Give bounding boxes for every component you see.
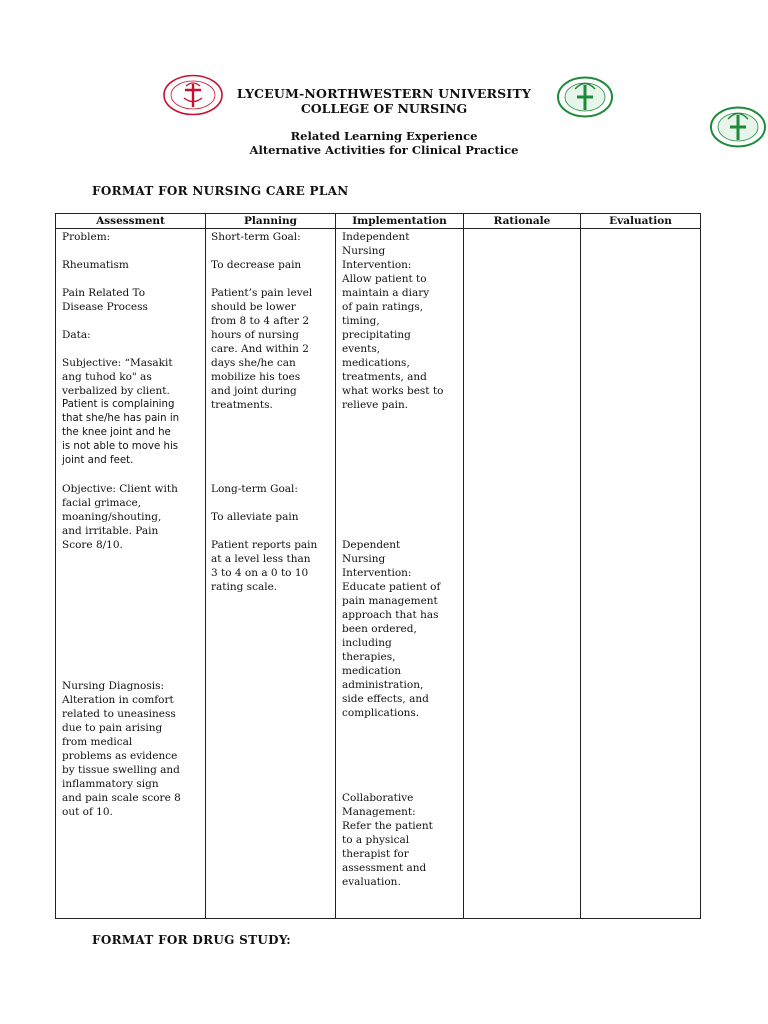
implementation-cell xyxy=(336,229,464,919)
short-term-line: should be lower xyxy=(211,301,296,313)
short-term-line: care. And within 2 xyxy=(211,343,309,355)
complaint-line: is not able to move his xyxy=(62,441,179,452)
col-header-assessment: Assessment xyxy=(56,214,206,229)
table-header-row xyxy=(56,214,701,229)
objective-line: Objective: Client with xyxy=(62,483,178,495)
independent-line: relieve pain. xyxy=(342,399,409,411)
independent-line: events, xyxy=(342,343,381,355)
document-subtitle: Related Learning Experience xyxy=(290,129,478,143)
short-term-line: from 8 to 4 after 2 xyxy=(211,315,310,327)
complaint-line: joint and feet. xyxy=(62,455,134,466)
dependent-line: administration, xyxy=(342,679,424,691)
nursing-care-plan-table xyxy=(55,213,701,919)
complaint-line: that she/he has pain in xyxy=(62,413,180,424)
dependent-line: medication xyxy=(342,665,402,677)
subjective-line: verbalized by client. xyxy=(62,385,170,397)
subjective-line: ang tuhod ko" as xyxy=(62,371,152,383)
objective-line: facial grimace, xyxy=(62,497,142,509)
long-term-line: 3 to 4 on a 0 to 10 xyxy=(211,567,309,579)
diagnosis-line: problems as evidence xyxy=(62,750,178,762)
independent-line: treatments, and xyxy=(342,371,427,383)
assessment-cell xyxy=(56,229,206,919)
short-term-line: mobilize his toes xyxy=(211,371,301,383)
long-term-line: at a level less than xyxy=(211,553,311,565)
independent-line: of pain ratings, xyxy=(342,301,424,313)
objective-line: Score 8/10. xyxy=(62,539,123,551)
col-header-implementation: Implementation xyxy=(336,214,464,229)
diagnosis-line: by tissue swelling and xyxy=(62,764,180,776)
collaborative-line: Management: xyxy=(342,806,416,818)
long-term-line: Patient reports pain xyxy=(211,539,318,551)
dependent-line: been ordered, xyxy=(342,623,417,635)
pain-related-line: Disease Process xyxy=(62,301,148,313)
col-header-rationale: Rationale xyxy=(464,214,581,229)
subjective-line: Subjective: “Masakit xyxy=(62,357,173,369)
dependent-line: Educate patient of xyxy=(342,581,441,593)
dependent-line: Intervention: xyxy=(342,567,412,579)
short-term-goal-label: Short-term Goal: xyxy=(211,231,301,243)
short-term-line: hours of nursing xyxy=(211,329,299,341)
diagnosis-line: Nursing Diagnosis: xyxy=(62,680,165,692)
objective-line: and irritable. Pain xyxy=(62,525,159,537)
complaint-line: the knee joint and he xyxy=(62,427,171,438)
independent-line: what works best to xyxy=(342,385,444,397)
objective-line: moaning/shouting, xyxy=(62,511,162,523)
diagnosis-line: out of 10. xyxy=(62,806,113,818)
document-subtitle-2: Alternative Activities for Clinical Practice xyxy=(249,143,519,157)
short-term-line: and joint during xyxy=(211,385,297,397)
problem-label: Problem: xyxy=(62,231,111,243)
independent-line: maintain a diary xyxy=(342,287,430,299)
collaborative-line: Collaborative xyxy=(342,792,414,804)
independent-line: Nursing xyxy=(342,245,386,257)
short-term-goal: To decrease pain xyxy=(211,259,302,271)
independent-line: Independent xyxy=(342,231,410,243)
collaborative-line: assessment and xyxy=(342,862,427,874)
col-header-planning: Planning xyxy=(206,214,336,229)
dependent-line: Dependent xyxy=(342,539,401,551)
dependent-line: complications. xyxy=(342,707,420,719)
complaint-line: Patient is complaining xyxy=(62,399,175,410)
diagnosis-line: from medical xyxy=(62,736,133,748)
rationale-cell xyxy=(464,229,581,919)
diagnosis-line: and pain scale score 8 xyxy=(62,792,181,804)
pain-related-line: Pain Related To xyxy=(62,287,146,299)
care-plan-section-title: FORMAT FOR NURSING CARE PLAN xyxy=(92,184,349,198)
collaborative-line: Refer the patient xyxy=(342,820,433,832)
independent-line: medications, xyxy=(342,357,410,369)
collaborative-line: to a physical xyxy=(342,834,410,846)
independent-line: timing, xyxy=(342,315,380,327)
long-term-line: rating scale. xyxy=(211,581,278,593)
diagnosis-line: due to pain arising xyxy=(62,722,163,734)
problem-value: Rheumatism xyxy=(62,259,129,271)
dependent-line: Nursing xyxy=(342,553,386,565)
drug-study-section-title: FORMAT FOR DRUG STUDY: xyxy=(92,933,291,947)
short-term-line: days she/he can xyxy=(211,357,296,369)
dependent-line: side effects, and xyxy=(342,693,429,705)
diagnosis-line: inflammatory sign xyxy=(62,778,159,790)
diagnosis-line: Alteration in comfort xyxy=(62,694,174,706)
data-label: Data: xyxy=(62,329,91,341)
independent-line: Intervention: xyxy=(342,259,412,271)
independent-line: precipitating xyxy=(342,329,411,341)
dependent-line: therapies, xyxy=(342,651,396,663)
short-term-line: Patient’s pain level xyxy=(211,287,313,299)
short-term-line: treatments. xyxy=(211,399,273,411)
collaborative-line: evaluation. xyxy=(342,876,401,888)
collaborative-line: therapist for xyxy=(342,848,409,860)
col-header-evaluation: Evaluation xyxy=(581,214,701,229)
planning-cell xyxy=(206,229,336,919)
evaluation-cell xyxy=(581,229,701,919)
long-term-goal-label: Long-term Goal: xyxy=(211,483,298,495)
university-name: LYCEUM-NORTHWESTERN UNIVERSITY xyxy=(236,86,532,101)
dependent-line: approach that has xyxy=(342,609,439,621)
diagnosis-line: related to uneasiness xyxy=(62,708,176,720)
long-term-goal: To alleviate pain xyxy=(211,511,299,523)
independent-line: Allow patient to xyxy=(342,273,427,285)
dependent-line: including xyxy=(342,637,392,649)
dependent-line: pain management xyxy=(342,595,438,607)
table-row xyxy=(56,229,701,919)
college-name: COLLEGE OF NURSING xyxy=(300,101,468,116)
